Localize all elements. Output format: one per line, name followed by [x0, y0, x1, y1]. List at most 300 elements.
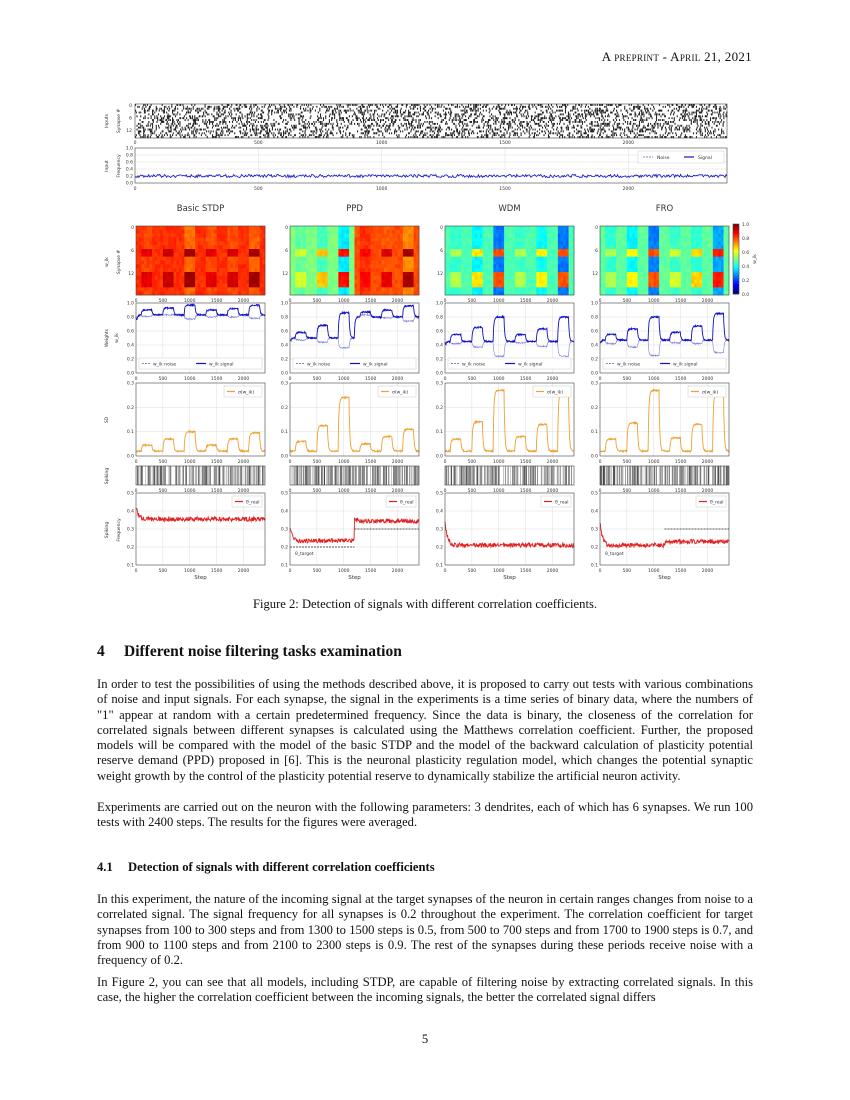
- heatmap-cell: [376, 241, 379, 245]
- spike: [490, 127, 491, 129]
- spike: [488, 125, 489, 127]
- heatmap-cell: [379, 253, 382, 257]
- heatmap-cell: [176, 257, 179, 261]
- heatmap-cell: [373, 253, 376, 257]
- heatmap-cell: [373, 241, 376, 245]
- spike: [529, 108, 530, 110]
- spike: [524, 132, 525, 134]
- spike: [504, 106, 505, 108]
- heatmap-cell: [158, 253, 161, 257]
- heatmap-cell: [184, 272, 187, 276]
- spike: [720, 108, 721, 110]
- spike: [569, 115, 570, 117]
- spike: [246, 466, 247, 485]
- heatmap-cell: [325, 261, 328, 265]
- spike: [668, 110, 669, 112]
- heatmap-cell: [376, 276, 379, 280]
- spike: [542, 130, 543, 132]
- spike: [562, 119, 563, 121]
- spike: [486, 132, 487, 134]
- spike: [559, 123, 560, 125]
- heatmap-cell: [257, 276, 260, 280]
- spike: [188, 125, 189, 127]
- heatmap-cell: [198, 226, 201, 230]
- spike: [289, 106, 290, 108]
- spike: [390, 108, 391, 110]
- spike: [183, 106, 184, 108]
- spike: [431, 106, 432, 108]
- spike: [170, 119, 171, 121]
- heatmap-cell: [352, 261, 355, 265]
- spike: [590, 112, 591, 114]
- spike: [296, 113, 297, 115]
- spike: [483, 110, 484, 112]
- spike: [174, 110, 175, 112]
- heatmap-cell: [314, 287, 317, 291]
- heatmap-cell: [249, 291, 252, 295]
- heatmap-row-label: w_ik: [105, 257, 110, 267]
- spike: [327, 134, 328, 136]
- spike: [336, 112, 337, 114]
- spike: [202, 121, 203, 123]
- spike: [458, 123, 459, 125]
- spike: [245, 134, 246, 136]
- heatmap-cell: [182, 226, 185, 230]
- heatmap-cell: [371, 280, 374, 284]
- spike: [139, 112, 140, 114]
- spike: [538, 134, 539, 136]
- heatmap-cell: [333, 245, 336, 249]
- spike: [491, 117, 492, 119]
- heatmap-cell: [179, 280, 182, 284]
- spike: [343, 106, 344, 108]
- heatmap-cell: [227, 268, 230, 272]
- heatmap-cell: [306, 287, 309, 291]
- spike: [310, 112, 311, 114]
- spike: [526, 110, 527, 112]
- heatmap-cell: [233, 245, 236, 249]
- xtick: 1500: [499, 141, 511, 146]
- spike: [327, 108, 328, 110]
- spike: [691, 121, 692, 123]
- spike: [710, 119, 711, 121]
- spike: [413, 134, 414, 136]
- heatmap-cell: [209, 276, 212, 280]
- heatmap-cell: [257, 249, 260, 253]
- spike: [313, 125, 314, 127]
- spike: [527, 113, 528, 115]
- heatmap-cell: [260, 287, 263, 291]
- heatmap-cell: [171, 287, 174, 291]
- spike: [643, 127, 644, 129]
- heatmap-cell: [168, 291, 171, 295]
- spike: [330, 123, 331, 125]
- spike: [588, 130, 589, 132]
- spike: [414, 113, 415, 115]
- heatmap-cell: [328, 264, 331, 268]
- spike: [569, 134, 570, 136]
- heatmap-cell: [166, 264, 169, 268]
- spike: [559, 106, 560, 108]
- spike: [252, 125, 253, 127]
- spike: [216, 106, 217, 108]
- spike: [362, 112, 363, 114]
- heatmap-cell: [206, 268, 209, 272]
- spike: [711, 110, 712, 112]
- heatmap-cell: [357, 249, 360, 253]
- spike: [637, 125, 638, 127]
- spike: [407, 127, 408, 129]
- heatmap-cell: [171, 261, 174, 265]
- spike: [686, 130, 687, 132]
- spike: [397, 106, 398, 108]
- heatmap-cell: [376, 253, 379, 257]
- spike: [363, 119, 364, 121]
- heatmap-cell: [330, 234, 333, 238]
- heatmap-cell: [317, 291, 320, 295]
- spike: [660, 119, 661, 121]
- heatmap-cell: [357, 276, 360, 280]
- spike: [379, 125, 380, 127]
- spike: [438, 112, 439, 114]
- spike: [253, 106, 254, 108]
- heatmap-cell: [238, 230, 241, 234]
- spike: [408, 113, 409, 115]
- heatmap-cell: [141, 272, 144, 276]
- spike: [700, 130, 701, 132]
- heatmap-cell: [149, 276, 152, 280]
- spike: [474, 119, 475, 121]
- spike: [291, 113, 292, 115]
- heatmap-cell: [160, 245, 163, 249]
- heatmap-cell: [192, 272, 195, 276]
- heatmap-cell: [312, 284, 315, 288]
- spike: [428, 113, 429, 115]
- heatmap-cell: [219, 287, 222, 291]
- spike: [458, 134, 459, 136]
- spike: [260, 125, 261, 127]
- spike: [652, 117, 653, 119]
- spike: [616, 134, 617, 136]
- spike: [410, 125, 411, 127]
- spike: [504, 113, 505, 115]
- spike: [513, 112, 514, 114]
- spike: [529, 129, 530, 131]
- spike: [316, 129, 317, 131]
- spike: [572, 110, 573, 112]
- spike: [550, 130, 551, 132]
- heatmap-cell: [198, 287, 201, 291]
- heatmap-cell: [303, 249, 306, 253]
- heatmap-cell: [336, 264, 339, 268]
- heatmap-cell: [322, 257, 325, 261]
- spike: [182, 127, 183, 129]
- spike: [334, 117, 335, 119]
- heatmap-cell: [325, 238, 328, 242]
- spike: [720, 115, 721, 117]
- heatmap-cell: [166, 249, 169, 253]
- heatmap-cell: [184, 276, 187, 280]
- heatmap-cell: [233, 241, 236, 245]
- heatmap-cell: [201, 253, 204, 257]
- heatmap-cell: [238, 253, 241, 257]
- spike: [708, 134, 709, 136]
- spike: [654, 123, 655, 125]
- spike: [531, 119, 532, 121]
- spike: [599, 110, 600, 112]
- spike: [357, 130, 358, 132]
- heatmap-cell: [171, 226, 174, 230]
- spike: [678, 110, 679, 112]
- spike: [538, 123, 539, 125]
- heatmap-cell: [209, 291, 212, 295]
- spike: [607, 110, 608, 112]
- heatmap-cell: [203, 238, 206, 242]
- xtick: 2000: [622, 187, 635, 192]
- spike: [424, 132, 425, 134]
- heatmap-cell: [227, 276, 230, 280]
- heatmap-cell: [225, 287, 228, 291]
- spike: [317, 115, 318, 117]
- spike: [284, 110, 285, 112]
- heatmap-cell: [203, 287, 206, 291]
- spike: [225, 121, 226, 123]
- spike: [438, 106, 439, 108]
- spike: [710, 117, 711, 119]
- heatmap-cell: [203, 249, 206, 253]
- heatmap-cell: [257, 284, 260, 288]
- spike: [136, 115, 137, 117]
- heatmap-cell: [252, 241, 255, 245]
- spike: [598, 129, 599, 131]
- spike: [280, 115, 281, 117]
- heatmap-cell: [160, 257, 163, 261]
- heatmap-cell: [241, 268, 244, 272]
- spike: [339, 119, 340, 121]
- spike: [718, 115, 719, 117]
- heatmap-cell: [149, 264, 152, 268]
- spike: [152, 125, 153, 127]
- spike: [209, 119, 210, 121]
- spike: [648, 129, 649, 131]
- heatmap-cell: [176, 245, 179, 249]
- spike: [582, 123, 583, 125]
- spike: [401, 108, 402, 110]
- spike: [594, 129, 595, 131]
- spike: [274, 123, 275, 125]
- heatmap-cell: [317, 257, 320, 261]
- heatmap-cell: [190, 268, 193, 272]
- xtick: 500: [158, 489, 168, 494]
- spike: [623, 115, 624, 117]
- heatmap-cell: [211, 287, 214, 291]
- spike: [626, 110, 627, 112]
- spike: [667, 134, 668, 136]
- spike: [509, 113, 510, 115]
- heatmap-cell: [293, 238, 296, 242]
- spike: [219, 134, 220, 136]
- spike: [242, 113, 243, 115]
- spike: [450, 132, 451, 134]
- spike: [721, 129, 722, 131]
- spike: [637, 115, 638, 117]
- spike: [529, 132, 530, 134]
- heatmap-cell: [290, 280, 293, 284]
- spike: [430, 108, 431, 110]
- heatmap-cell: [198, 241, 201, 245]
- spike: [521, 115, 522, 117]
- spike: [540, 113, 541, 115]
- heatmap-cell: [160, 284, 163, 288]
- heatmap-cell: [344, 268, 347, 272]
- spike: [697, 125, 698, 127]
- spike: [238, 110, 239, 112]
- spike: [422, 125, 423, 127]
- xtick: 0: [134, 489, 138, 494]
- heatmap-cell: [141, 291, 144, 295]
- spike: [205, 119, 206, 121]
- heatmap-cell: [166, 241, 169, 245]
- spike: [319, 117, 320, 119]
- heatmap-cell: [147, 257, 150, 261]
- spike: [441, 119, 442, 121]
- spike: [665, 115, 666, 117]
- heatmap-cell: [363, 245, 366, 249]
- heatmap-cell: [312, 230, 315, 234]
- heatmap-cell: [306, 226, 309, 230]
- heatmap-cell: [176, 230, 179, 234]
- spike: [714, 134, 715, 136]
- heatmap-cell: [174, 234, 177, 238]
- spike: [705, 130, 706, 132]
- heatmap-cell: [241, 234, 244, 238]
- spike: [380, 119, 381, 121]
- spike: [501, 130, 502, 132]
- spike: [216, 134, 217, 136]
- spike: [669, 132, 670, 134]
- heatmap-cell: [317, 234, 320, 238]
- spike: [624, 130, 625, 132]
- spike: [673, 113, 674, 115]
- heatmap-cell: [368, 287, 371, 291]
- heatmap-cell: [233, 287, 236, 291]
- heatmap-cell: [290, 284, 293, 288]
- spike: [239, 106, 240, 108]
- spike: [657, 123, 658, 125]
- heatmap-cell: [139, 249, 142, 253]
- heatmap-cell: [209, 226, 212, 230]
- heatmap-cell: [349, 238, 352, 242]
- spike: [440, 113, 441, 115]
- spike: [320, 113, 321, 115]
- spike: [156, 125, 157, 127]
- heatmap-cell: [209, 287, 212, 291]
- heatmap-cell: [206, 272, 209, 276]
- xtick: 0: [133, 141, 137, 146]
- heatmap-cell: [246, 264, 249, 268]
- heatmap-cell: [373, 261, 376, 265]
- spike: [267, 123, 268, 125]
- spike: [199, 108, 200, 110]
- heatmap-cell: [203, 284, 206, 288]
- heatmap-cell: [341, 234, 344, 238]
- heatmap-cell: [298, 291, 301, 295]
- heatmap-cell: [336, 230, 339, 234]
- heatmap-cell: [139, 257, 142, 261]
- spike: [166, 119, 167, 121]
- spike: [672, 125, 673, 127]
- heatmap-cell: [155, 241, 158, 245]
- heatmap-cell: [309, 245, 312, 249]
- heatmap-cell: [190, 234, 193, 238]
- spike: [344, 125, 345, 127]
- spike: [327, 130, 328, 132]
- heatmap-cell: [238, 291, 241, 295]
- spike: [595, 110, 596, 112]
- spike: [364, 134, 365, 136]
- spike: [429, 117, 430, 119]
- heatmap-cell: [171, 245, 174, 249]
- spike: [536, 123, 537, 125]
- spike: [549, 117, 550, 119]
- spike: [343, 117, 344, 119]
- spike: [150, 106, 151, 108]
- spike: [359, 110, 360, 112]
- heatmap-cell: [163, 287, 166, 291]
- heatmap-cell: [357, 280, 360, 284]
- spike: [190, 123, 191, 125]
- spike: [709, 125, 710, 127]
- heatmap-cell: [244, 249, 247, 253]
- heatmap-cell: [176, 272, 179, 276]
- spike: [677, 125, 678, 127]
- heatmap-cell: [206, 261, 209, 265]
- heatmap-cell: [355, 234, 358, 238]
- spike: [402, 113, 403, 115]
- heatmap-cell: [152, 276, 155, 280]
- spike: [589, 113, 590, 115]
- heatmap-cell: [371, 234, 374, 238]
- spike: [623, 119, 624, 121]
- spike: [247, 123, 248, 125]
- heatmap-cell: [174, 264, 177, 268]
- heatmap-cell: [254, 291, 257, 295]
- heatmap-cell: [201, 238, 204, 242]
- spike: [683, 110, 684, 112]
- spike: [483, 106, 484, 108]
- heatmap-cell: [136, 268, 139, 272]
- spike: [498, 121, 499, 123]
- heatmap-cell: [314, 253, 317, 257]
- spike: [685, 134, 686, 136]
- spike: [185, 134, 186, 136]
- spike: [697, 127, 698, 129]
- heatmap-cell: [168, 261, 171, 265]
- spike: [168, 110, 169, 112]
- spike: [590, 115, 591, 117]
- heatmap-cell: [168, 284, 171, 288]
- heatmap-cell: [176, 226, 179, 230]
- spike: [700, 127, 701, 129]
- heatmap-cell: [317, 245, 320, 249]
- heatmap-cell: [336, 245, 339, 249]
- heatmap-cell: [225, 261, 228, 265]
- spike: [221, 127, 222, 129]
- heatmap-cell: [365, 226, 368, 230]
- spike: [645, 127, 646, 129]
- heatmap-cell: [163, 257, 166, 261]
- heatmap-cell: [152, 280, 155, 284]
